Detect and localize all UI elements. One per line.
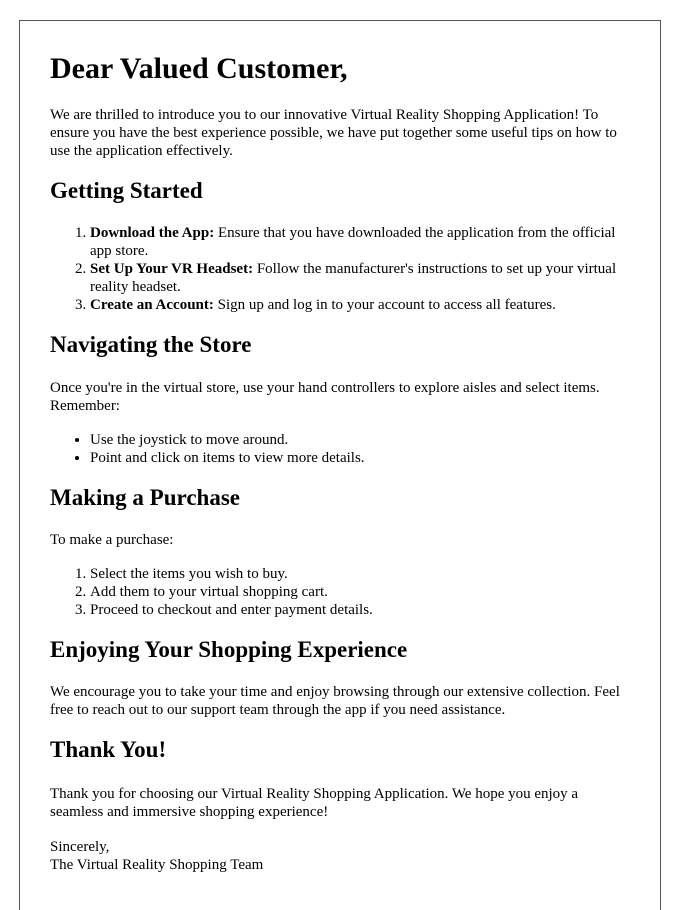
- intro-paragraph: We are thrilled to introduce you to our innovative Virtual Reality Shopping Application! To ensure you have the best experience possible, we have put together some useful tips on how to use the application effectively.: [50, 107, 617, 159]
- navigating-paragraph: Once you're in the virtual store, use your hand controllers to explore aisles and select items. Remember:: [50, 380, 600, 414]
- list-item-label: Set Up Your VR Headset:: [90, 261, 254, 277]
- purchase-heading: Making a Purchase: [50, 485, 240, 510]
- enjoying-paragraph: We encourage you to take your time and enjoy browsing through our extensive collection. Feel free to reach out to our support team through the app if you need assistance.: [50, 684, 620, 718]
- list-item-label: Download the App:: [90, 225, 215, 241]
- signature: The Virtual Reality Shopping Team: [50, 857, 264, 873]
- list-item: 2. Add them to your virtual shopping cart.: [90, 583, 630, 601]
- navigating-list: [50, 431, 630, 467]
- closing-block: [50, 838, 630, 874]
- list-item: [90, 260, 630, 296]
- enjoying-heading: Enjoying Your Shopping Experience: [50, 637, 408, 662]
- list-item: 3. Proceed to checkout and enter payment details.: [90, 601, 630, 619]
- valediction: Sincerely,: [50, 839, 110, 855]
- list-item: [90, 224, 630, 260]
- purchase-list: [50, 565, 630, 619]
- list-item-text: Ensure that you have downloaded the application from the official app store.: [90, 225, 616, 259]
- list-item: 1. Select the items you wish to buy.: [90, 565, 630, 583]
- letter-container: [19, 20, 661, 910]
- list-item-text: Sign up and log in to your account to access all features.: [213, 297, 556, 313]
- purchase-paragraph: To make a purchase:: [50, 532, 174, 548]
- list-item: [90, 296, 630, 314]
- list-item-text: Follow the manufacturer's instructions to set up your virtual reality headset.: [90, 261, 617, 295]
- thanks-paragraph: Thank you for choosing our Virtual Reality Shopping Application. We hope you enjoy a seamless and immersive shopping experience!: [50, 786, 579, 820]
- list-item: • Point and click on items to view more details.: [90, 449, 630, 467]
- getting-started-heading: Getting Started: [50, 178, 203, 203]
- greeting-heading: Dear Valued Customer,: [50, 52, 348, 85]
- list-item-label: Create an Account:: [90, 297, 214, 313]
- getting-started-list: [50, 224, 630, 314]
- thanks-heading: Thank You!: [50, 737, 167, 762]
- list-item: • Use the joystick to move around.: [90, 431, 630, 449]
- navigating-heading: Navigating the Store: [50, 332, 252, 357]
